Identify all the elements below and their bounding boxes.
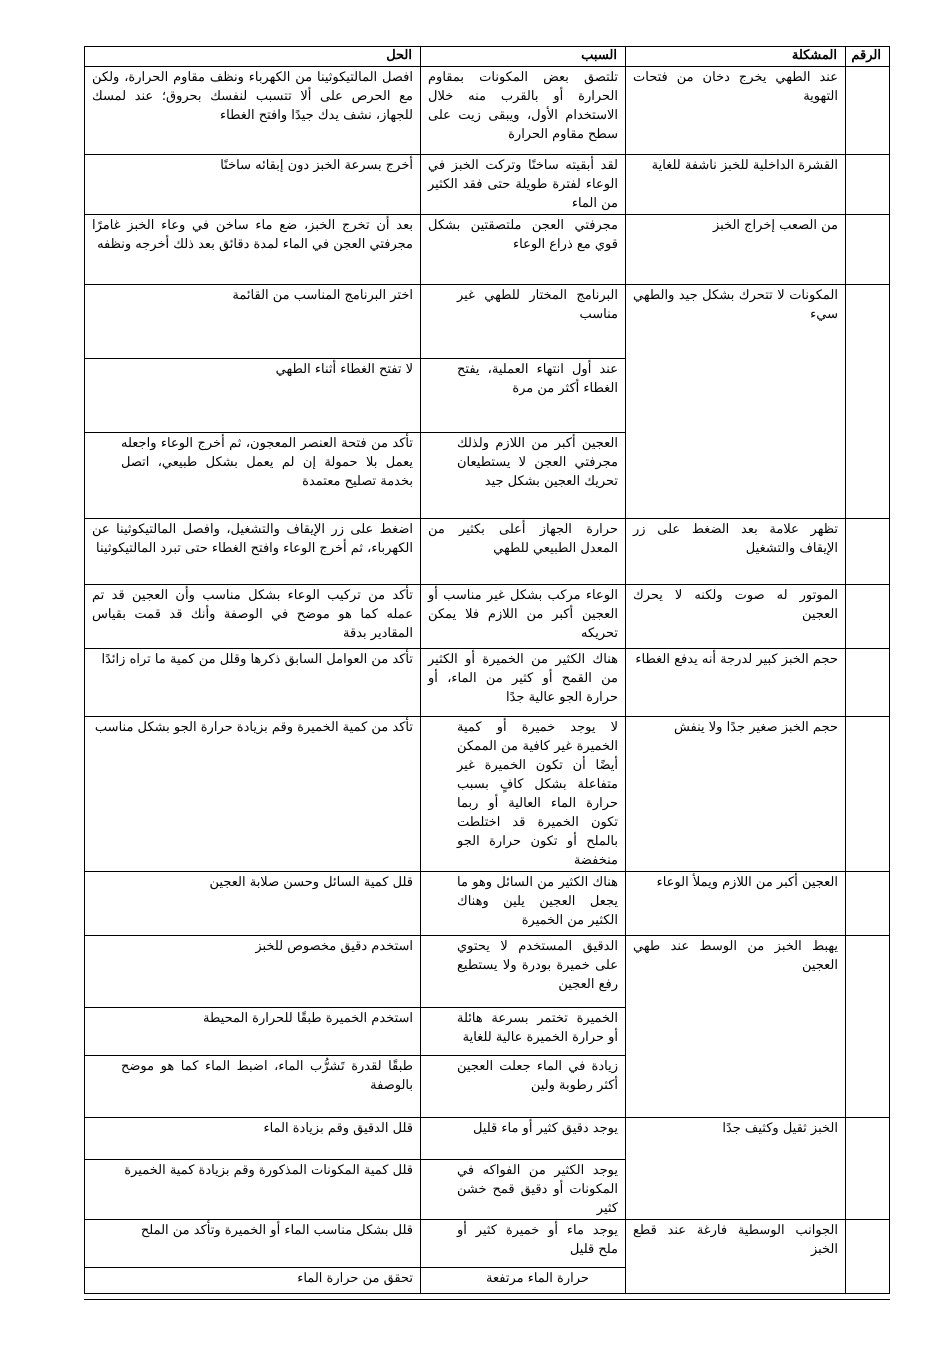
cause-cell: يوجد الكثير من الفواكه في المكونات أو دقيق قمح خشن كثير xyxy=(421,1160,626,1220)
number-cell xyxy=(846,67,890,155)
solution-cell: اختر البرنامج المناسب من القائمة xyxy=(85,285,421,359)
solution-cell: استخدم دقيق مخصوص للخبز xyxy=(85,936,421,1008)
table-row xyxy=(85,155,890,215)
solution-cell: تأكد من كمية الخميرة وقم بزيادة حرارة الجو بشكل مناسب xyxy=(85,717,421,872)
number-cell xyxy=(846,872,890,936)
cause-cell: حرارة الجهاز أعلى بكثير من المعدل الطبيعي للطهي xyxy=(421,519,626,585)
table-row xyxy=(85,285,890,359)
problem-cell: عند الطهي يخرج دخان من فتحات التهوية xyxy=(626,67,846,155)
problem-cell: الجوانب الوسطية فارغة عند قطع الخبز xyxy=(626,1220,846,1294)
cause-cell: العجين أكبر من اللازم ولذلك مجرفتي العجن لا يستطيعان تحريك العجين بشكل جيد xyxy=(421,433,626,519)
problem-cell: حجم الخبز كبير لدرجة أنه يدفع الغطاء xyxy=(626,649,846,717)
table-row xyxy=(85,215,890,285)
table-row xyxy=(85,1220,890,1268)
troubleshooting-table xyxy=(84,46,890,1294)
cause-cell: هناك الكثير من السائل وهو ما يجعل العجين يلين وهناك الكثير من الخميرة xyxy=(421,872,626,936)
problem-cell: القشرة الداخلية للخبز ناشفة للغاية xyxy=(626,155,846,215)
solution-cell: تأكد من العوامل السابق ذكرها وقلل من كمية ما تراه زائدًا xyxy=(85,649,421,717)
cause-cell: الدقيق المستخدم لا يحتوي على خميرة بودرة ولا يستطيع رفع العجين xyxy=(421,936,626,1008)
table-row xyxy=(85,585,890,649)
cause-cell: يوجد ماء أو خميرة كثير أو ملح قليل xyxy=(421,1220,626,1268)
table-row xyxy=(85,872,890,936)
number-cell xyxy=(846,155,890,215)
header-problem: المشكلة xyxy=(626,47,846,67)
cause-cell: الخميرة تختمر بسرعة هائلة أو حرارة الخميرة عالية للغاية xyxy=(421,1008,626,1056)
footer-divider xyxy=(84,1299,890,1300)
header-solution: الحل xyxy=(85,47,421,67)
number-cell xyxy=(846,585,890,649)
solution-cell: طبقًا لقدرة تَشرُّب الماء، اضبط الماء كما هو موضح بالوصفة xyxy=(85,1056,421,1118)
table-row xyxy=(85,519,890,585)
cause-cell: هناك الكثير من الخميرة أو الكثير من القمح أو كثير من الماء، أو حرارة الجو عالية جدًا xyxy=(421,649,626,717)
table-row xyxy=(85,717,890,872)
table-row xyxy=(85,67,890,155)
solution-cell: قلل بشكل مناسب الماء أو الخميرة وتأكد من الملح xyxy=(85,1220,421,1268)
cause-cell: البرنامج المختار للطهي غير مناسب xyxy=(421,285,626,359)
cause-cell: عند أول انتهاء العملية، يفتح الغطاء أكثر من مرة xyxy=(421,359,626,433)
cause-cell: لقد أبقيته ساخنًا وتركت الخبز في الوعاء لفترة طويلة حتى فقد الكثير من الماء xyxy=(421,155,626,215)
solution-cell: تأكد من فتحة العنصر المعجون، ثم أخرج الوعاء واجعله يعمل بلا حمولة إن لم يعمل بشكل طبيعي، اتصل بخدمة تصليح معتمدة xyxy=(85,433,421,519)
cause-cell: مجرفتي العجن ملتصقتين بشكل قوي مع ذراع الوعاء xyxy=(421,215,626,285)
header-cause: السبب xyxy=(421,47,626,67)
table-row xyxy=(85,649,890,717)
cause-cell: حرارة الماء مرتفعة xyxy=(421,1268,626,1294)
solution-cell: لا تفتح الغطاء أثناء الطهي xyxy=(85,359,421,433)
number-cell xyxy=(846,285,890,519)
solution-cell: قلل كمية المكونات المذكورة وقم بزيادة كمية الخميرة xyxy=(85,1160,421,1220)
number-cell xyxy=(846,649,890,717)
solution-cell: أخرج بسرعة الخبز دون إبقائه ساخنًا xyxy=(85,155,421,215)
number-cell xyxy=(846,215,890,285)
solution-cell: اضغط على زر الإيقاف والتشغيل، وافصل المالتيكوثينا عن الكهرباء، ثم أخرج الوعاء وافتح الغطاء حتى تبرد المالتيكوثينا xyxy=(85,519,421,585)
problem-cell: من الصعب إخراج الخبز xyxy=(626,215,846,285)
solution-cell: بعد أن تخرج الخبز، ضع ماء ساخن في وعاء الخبز غامرًا مجرفتي العجن في الماء لمدة دقائق بعد ذلك أخرجه ونظفه xyxy=(85,215,421,285)
solution-cell: قلل كمية السائل وحسن صلابة العجين xyxy=(85,872,421,936)
table-row xyxy=(85,1118,890,1160)
problem-cell: المكونات لا تتحرك بشكل جيد والطهي سيء xyxy=(626,285,846,519)
number-cell xyxy=(846,519,890,585)
number-cell xyxy=(846,1118,890,1220)
solution-cell: قلل الدقيق وقم بزيادة الماء xyxy=(85,1118,421,1160)
problem-cell: حجم الخبز صغير جدًا ولا ينفش xyxy=(626,717,846,872)
problem-cell: الخبز ثقيل وكثيف جدًا xyxy=(626,1118,846,1220)
problem-cell: يهبط الخبز من الوسط عند طهي العجين xyxy=(626,936,846,1118)
cause-cell: يوجد دقيق كثير أو ماء قليل xyxy=(421,1118,626,1160)
problem-cell: العجين أكبر من اللازم ويملأ الوعاء xyxy=(626,872,846,936)
header-number: الرقم xyxy=(846,47,890,67)
cause-cell: الوعاء مركب بشكل غير مناسب أو العجين أكبر من اللازم فلا يمكن تحريكه xyxy=(421,585,626,649)
solution-cell: تحقق من حرارة الماء xyxy=(85,1268,421,1294)
solution-cell: افصل المالتيكوثينا من الكهرباء ونظف مقاوم الحرارة، ولكن مع الحرص على ألا تتسبب لنفسك بحروق؛ عند لمسك للجهاز، نشف يدك جيدًا وافتح الغطاء xyxy=(85,67,421,155)
problem-cell: تظهر علامة بعد الضغط على زر الإيقاف والتشغيل xyxy=(626,519,846,585)
solution-cell: استخدم الخميرة طبقًا للحرارة المحيطة xyxy=(85,1008,421,1056)
number-cell xyxy=(846,1220,890,1294)
number-cell xyxy=(846,936,890,1118)
number-cell xyxy=(846,717,890,872)
cause-cell: تلتصق بعض المكونات بمقاوم الحرارة أو بالقرب منه خلال الاستخدام الأول، ويبقى زيت على سطح مقاوم الحرارة xyxy=(421,67,626,155)
cause-cell: زيادة في الماء جعلت العجين أكثر رطوبة ولين xyxy=(421,1056,626,1118)
solution-cell: تأكد من تركيب الوعاء بشكل مناسب وأن العجين قد تم عمله كما هو موضح في الوصفة وأنك قد قمت بقياس المقادير بدقة xyxy=(85,585,421,649)
table-row xyxy=(85,936,890,1008)
cause-cell: لا يوجد خميرة أو كمية الخميرة غير كافية من الممكن أيضًا أن تكون الخميرة غير متفاعلة بشكل كافٍ بسبب حرارة الماء العالية أو ربما تكون الخميرة قد اختلطت بالملح أو تكون حرارة الجو منخفضة xyxy=(421,717,626,872)
problem-cell: الموتور له صوت ولكنه لا يحرك العجين xyxy=(626,585,846,649)
